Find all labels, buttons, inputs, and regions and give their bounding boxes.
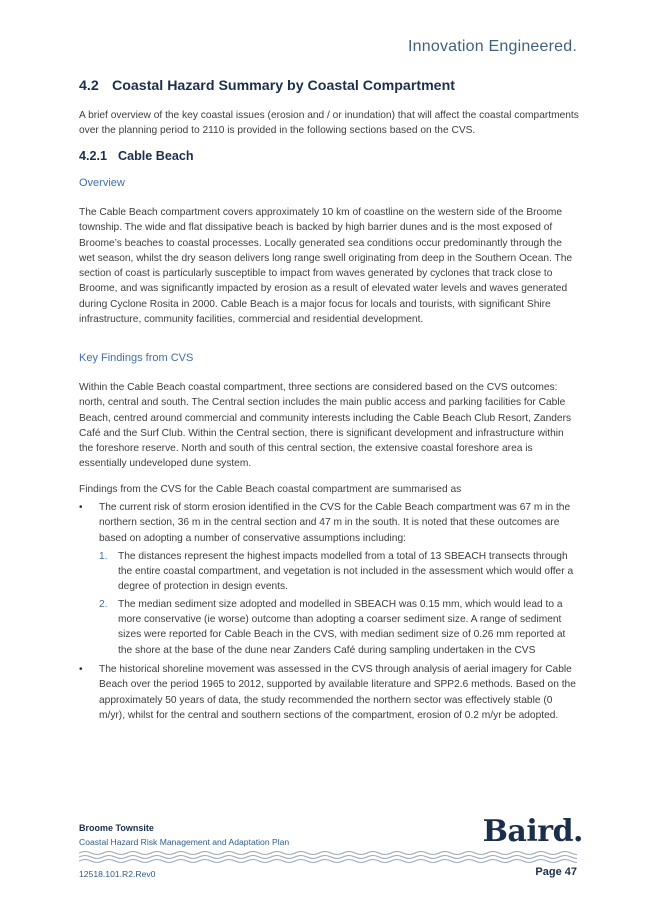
findings-heading: Key Findings from CVS xyxy=(79,352,194,364)
findings-paragraph: Within the Cable Beach coastal compartment, three sections are considered based on the CVS outcomes: north, central and south. The Central section includes the main public access and parking facilities for Cable Beach, centred around commercial and community interests including the Cable Beach Club Resort, Zanders Café and the Surf Club. Within the Central section, there is significant development and infrastructure within the foreshore reserve. North and south of this central section, the extensive coastal foreshore area is essentially undeveloped dune system. xyxy=(79,382,572,470)
list-item-text: The current risk of storm erosion identified in the CVS for the Cable Beach compartment was 67 m in the northern section, 36 m in the central section and 47 m in the south. It is noted that these outcomes are based on adopting a number of conservative assumptions including: xyxy=(99,502,571,544)
numbered-item-marker: 1. xyxy=(99,550,108,562)
section-intro: A brief overview of the key coastal issues (erosion and / or inundation) that will affect the coastal compartments over the planning period to 2110 is provided in the following sections based on the CVS. xyxy=(79,110,579,137)
subsection-heading xyxy=(79,149,194,163)
baird-logo: Baird. xyxy=(482,814,583,849)
footer-title: Broome Townsite xyxy=(79,823,154,833)
document-reference: 12518.101.R2.Rev0 xyxy=(79,869,156,879)
numbered-item-text: The distances represent the highest impacts modelled from a total of 13 SBEACH transects through the entire coastal compartment, and vegetation is not included in the assessment which would offer a degree of protection in design events. xyxy=(118,550,574,593)
subsection-number: 4.2.1 xyxy=(79,149,108,163)
list-item xyxy=(79,662,579,723)
list-item xyxy=(79,500,579,658)
footer-subtitle: Coastal Hazard Risk Management and Adaptation Plan xyxy=(79,837,290,847)
page-number: Page 47 xyxy=(535,866,577,878)
bullet-icon: • xyxy=(79,502,83,513)
numbered-item-text: The median sediment size adopted and modelled in SBEACH was 0.15 mm, which would lead to a more conservative (ie worse) outcome than adopting a coarser sediment size. A range of sediment sizes were reported for Cable Beach in the CVS, with median sediment size of 0.26 mm reported at the shore at the base of the dune near Zanders Café during sampling undertaken in the CVS xyxy=(118,598,566,656)
header-tagline: Innovation Engineered. xyxy=(408,38,577,55)
overview-paragraph: The Cable Beach compartment covers approximately 10 km of coastline on the western side of the Broome township. The wide and flat dissipative beach is backed by high barrier dunes and is the most exposed of Broome’s beaches to coastal processes. Locally generated sea conditions occur predominantly through the wet season, whilst the dry season delivers long range swell originating from deep in the Southern Ocean. The section of coast is particularly susceptible to impact from waves generated by cyclones that track close to Broome, and was significantly impacted by erosion as a result of elevated water levels and waves generated during Cyclone Rosita in 2000. Cable Beach is a major focus for locals and tourists, with significant Shire infrastructure, community facilities, commercial and residential development. xyxy=(79,207,573,326)
list-item-text: The historical shoreline movement was assessed in the CVS through analysis of aerial imagery for Cable Beach over the period 1965 to 2012, supported by available literature and SPP2.6 methods. Based on the approximately 50 years of data, the study recommended the northern sector was effectively stable (0 m/yr), whilst for the central and southern sections of the compartment, erosion of 0.2 m/yr be adopted. xyxy=(99,663,576,721)
numbered-item xyxy=(99,549,579,595)
numbered-item-marker: 2. xyxy=(99,598,108,610)
numbered-list xyxy=(99,549,579,658)
section-heading xyxy=(79,78,455,94)
section-title: Coastal Hazard Summary by Coastal Compartment xyxy=(112,78,455,94)
findings-lead: Findings from the CVS for the Cable Beach coastal compartment are summarised as xyxy=(79,484,462,495)
section-number: 4.2 xyxy=(79,78,99,94)
overview-heading: Overview xyxy=(79,177,125,189)
footer-wave-rule-icon xyxy=(79,850,577,864)
subsection-title: Cable Beach xyxy=(118,149,194,163)
numbered-item xyxy=(99,597,579,658)
findings-list xyxy=(79,500,579,727)
bullet-icon: • xyxy=(79,663,83,675)
